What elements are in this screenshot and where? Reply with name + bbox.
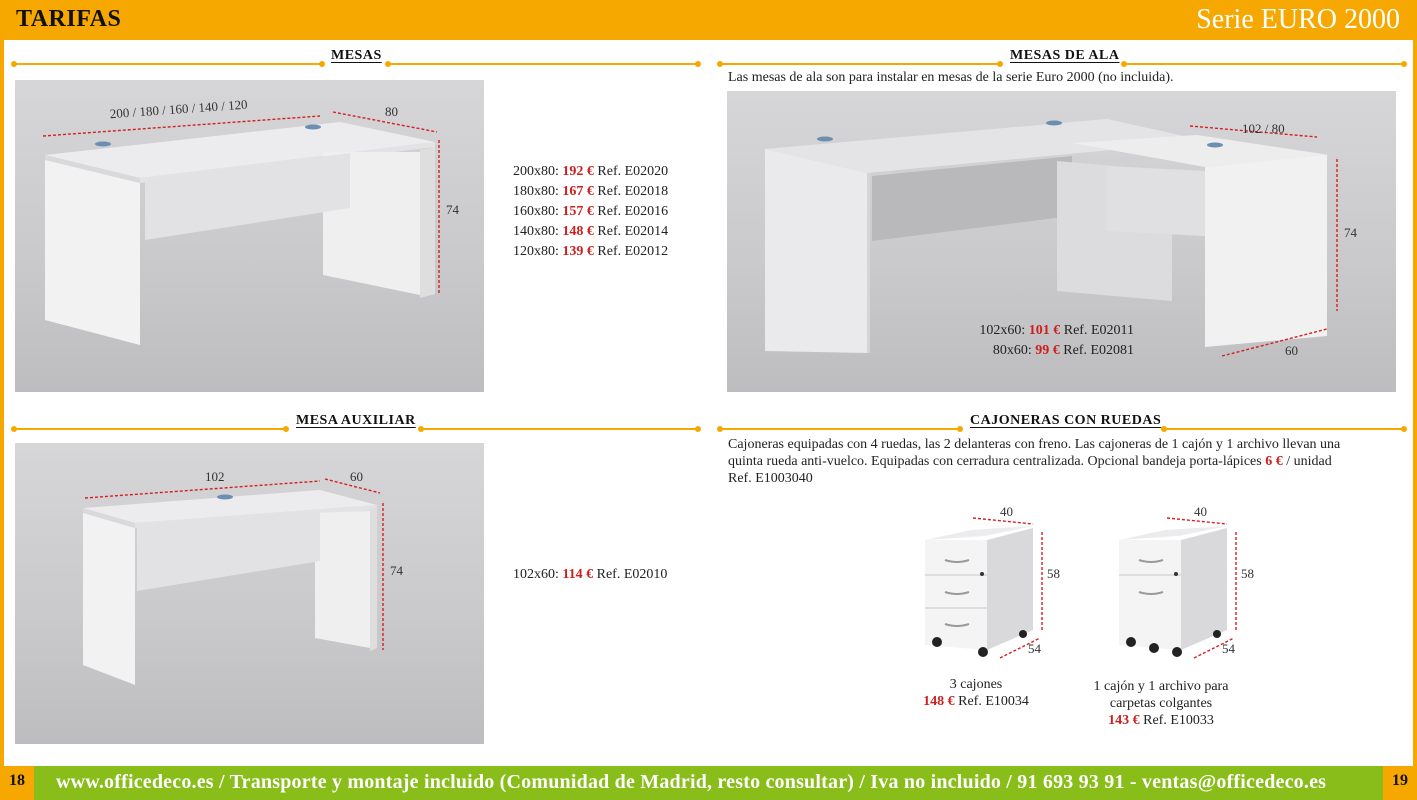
dim-height: 74 (1344, 225, 1357, 240)
section-title-mesas: MESAS (331, 48, 382, 63)
aux-desk-photo (15, 443, 484, 744)
page-header (0, 0, 1417, 40)
desk-photo (15, 80, 484, 392)
section-rule (421, 428, 698, 430)
page-number-right: 19 (1383, 766, 1417, 800)
dim-width: 102 (205, 469, 225, 484)
price-row: 102x60: 114 € Ref. E02010 (513, 567, 668, 582)
section-rule (14, 63, 322, 65)
page-number-left: 18 (0, 766, 34, 800)
pedestal-file-image (1099, 500, 1259, 660)
dim-depth: 54 (1222, 641, 1235, 656)
dim-depth: 60 (1285, 343, 1298, 358)
dim-depth: 80 (385, 104, 398, 119)
section-rule (1164, 428, 1404, 430)
dim-width: 40 (1000, 504, 1013, 519)
dim-height: 74 (390, 563, 403, 578)
page-footer (0, 766, 1417, 800)
price-row: 120x80: 139 € Ref. E02012 (513, 244, 669, 259)
section-title-cajoneras: CAJONERAS CON RUEDAS (970, 413, 1162, 428)
mesas-ala-price-list (976, 321, 1134, 361)
price-row: 80x60: 99 € Ref. E02081 (992, 343, 1134, 358)
mesas-price-list (513, 162, 668, 262)
section-rule (1124, 63, 1404, 65)
mesa-auxiliar-price-list (513, 565, 667, 585)
pedestal-3-caption: 3 cajones 148 € Ref. E10034 (923, 677, 1029, 709)
section-rule (720, 63, 1000, 65)
footer-text: www.officedeco.es / Transporte y montaje incluido (Comunidad de Madrid, resto consultar) / Iva no incluido / 91 693 93 91 - ventas@officedeco.es (56, 771, 1327, 793)
pedestal-file-caption: 1 cajón y 1 archivo para carpetas colgantes 143 € Ref. E10033 (1093, 679, 1229, 728)
section-title-mesas-ala: MESAS DE ALA (1010, 48, 1120, 63)
dim-height: 58 (1241, 566, 1254, 581)
cajoneras-description: Cajoneras equipadas con 4 ruedas, las 2 delanteras con freno. Las cajoneras de 1 cajón y 1 archivo llevan una quinta rueda anti-vuelco. Equipadas con cerradura centralizada. Opcional bandeja porta-lápices 6 € / unidad Ref. E1003040 (728, 437, 1341, 486)
price-row: 180x80: 167 € Ref. E02018 (513, 184, 669, 199)
dim-height: 74 (446, 202, 459, 217)
section-title-mesa-auxiliar: MESA AUXILIAR (296, 413, 416, 428)
pedestal-3-drawers-image (905, 500, 1065, 660)
dim-height: 58 (1047, 566, 1060, 581)
dim-width: 200 / 180 / 160 / 140 / 120 (109, 96, 249, 122)
mesas-ala-description: Las mesas de ala son para instalar en mesas de la serie Euro 2000 (no incluida). (728, 70, 1174, 85)
page-title: TARIFAS (16, 6, 122, 32)
dim-width: 102 / 80 (1242, 121, 1285, 136)
section-rule (14, 428, 286, 430)
dim-width: 40 (1194, 504, 1207, 519)
series-title: Serie EURO 2000 (1196, 4, 1400, 35)
section-rule (388, 63, 698, 65)
section-rule (720, 428, 960, 430)
price-row: 102x60: 101 € Ref. E02011 (979, 323, 1134, 338)
price-row: 140x80: 148 € Ref. E02014 (513, 224, 669, 239)
dim-depth: 54 (1028, 641, 1041, 656)
dim-depth: 60 (350, 469, 363, 484)
price-row: 160x80: 157 € Ref. E02016 (513, 204, 669, 219)
price-row: 200x80: 192 € Ref. E02020 (513, 164, 669, 179)
